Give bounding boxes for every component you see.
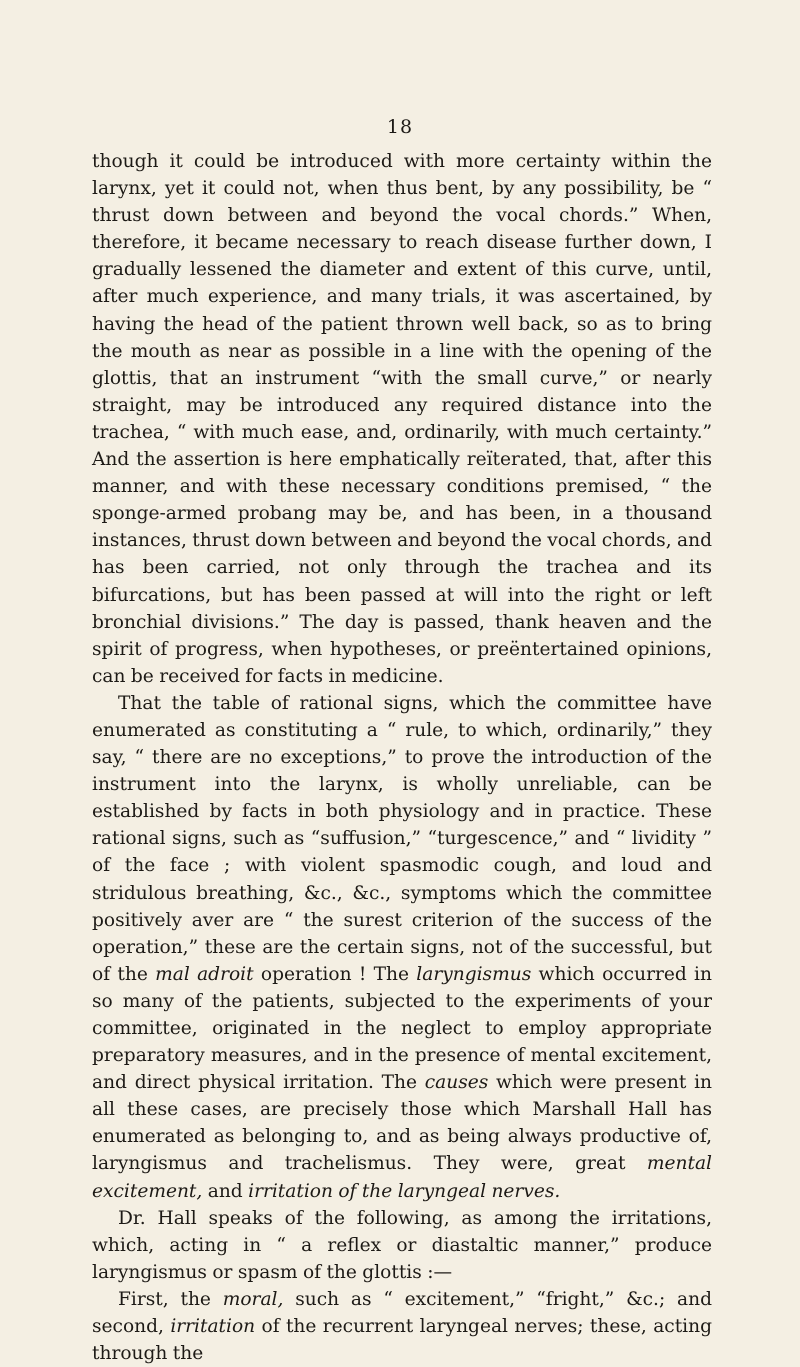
text-run: Dr. Hall speaks of the following, as among the irritations, which, acting in “ a reflex or diastaltic manner,” produce laryngismus or spasm of the glottis :— (92, 1207, 712, 1283)
italic-text: mental excitement, (92, 1153, 712, 1202)
text-run: which were present in all these cases, are precisely those which Marshall Hall has enumerated as belonging to, and as being always productive of, laryngismus and trachelismus. They were, great (92, 1072, 712, 1175)
text-run: operation ! The (253, 963, 417, 985)
text-run: and (202, 1180, 249, 1202)
page-number: 18 (386, 116, 414, 138)
italic-text: moral, (222, 1288, 284, 1310)
text-run: That the table of rational signs, which the committee have enumerated as constituting a “ rule, to which, ordinarily,” they say, “ there are no exceptions,” to prove the introduction of the instrument into the larynx, is wholly unreliable, can be established by facts in both physiology and in practice. These rational signs, such as “suffusion,” “turgescence,” and “ lividity ” of the face ; with violent spasmodic cough, and loud and stridulous breathing, &c., &c., symptoms which the committee positively aver are “ the surest criterion of the success of the operation,” these are the certain signs, not of the successful, but of the (92, 692, 712, 985)
text-run: though it could be introduced with more certainty within the larynx, yet it could not, when thus bent, by any possibility, be “ thrust down between and beyond the vocal chords.” When, therefore, it became necessary to reach disease further down, I gradually lessened the diameter and extent of this curve, until, after much experience, and many trials, it was ascertained, by having the head of the patient thrown well back, so as to bring the mouth as near as possible in a line with the opening of the glottis, that an instrument “with the small curve,” or nearly straight, may be introduced any required distance into the trachea, “ with much ease, and, ordinarily, with much certainty.” And the assertion is here emphatically reïterated, that, after this manner, and with these necessary conditions premised, “ the sponge-armed probang may be, and has been, in a thousand instances, thrust down between and beyond the vocal chords, and has been carried, not only through the trachea and its bifurcations, but has been passed at will into the right or left bronchial divisions.” The day is passed, thank heaven and the spirit of progress, when hypotheses, or preëntertained opinions, can be received for facts in medicine. (92, 151, 712, 687)
text-run: such as “ excitement,” “fright,” &c.; and second, (92, 1288, 713, 1338)
italic-text: causes (424, 1072, 489, 1094)
text-run: which occurred in so many of the patients, subjected to the experiments of your committee, originated in the neglect to employ appropriate preparatory measures, and in the presence of mental excitement, and direct physical irritation. The (92, 963, 712, 1094)
paragraph (92, 690, 712, 1205)
italic-text: irritation of the laryngeal nerves. (248, 1180, 561, 1202)
text-run: First, the (118, 1288, 223, 1310)
italic-text: laryngismus (416, 963, 532, 985)
italic-text: mal adroit (155, 963, 254, 985)
text-run: of the recurrent laryngeal nerves; these, acting through the (92, 1316, 712, 1365)
italic-text: irritation (170, 1316, 256, 1338)
paragraph (92, 148, 712, 690)
paragraph (92, 1286, 712, 1367)
paragraph (92, 1205, 712, 1286)
body-text (92, 148, 712, 1367)
